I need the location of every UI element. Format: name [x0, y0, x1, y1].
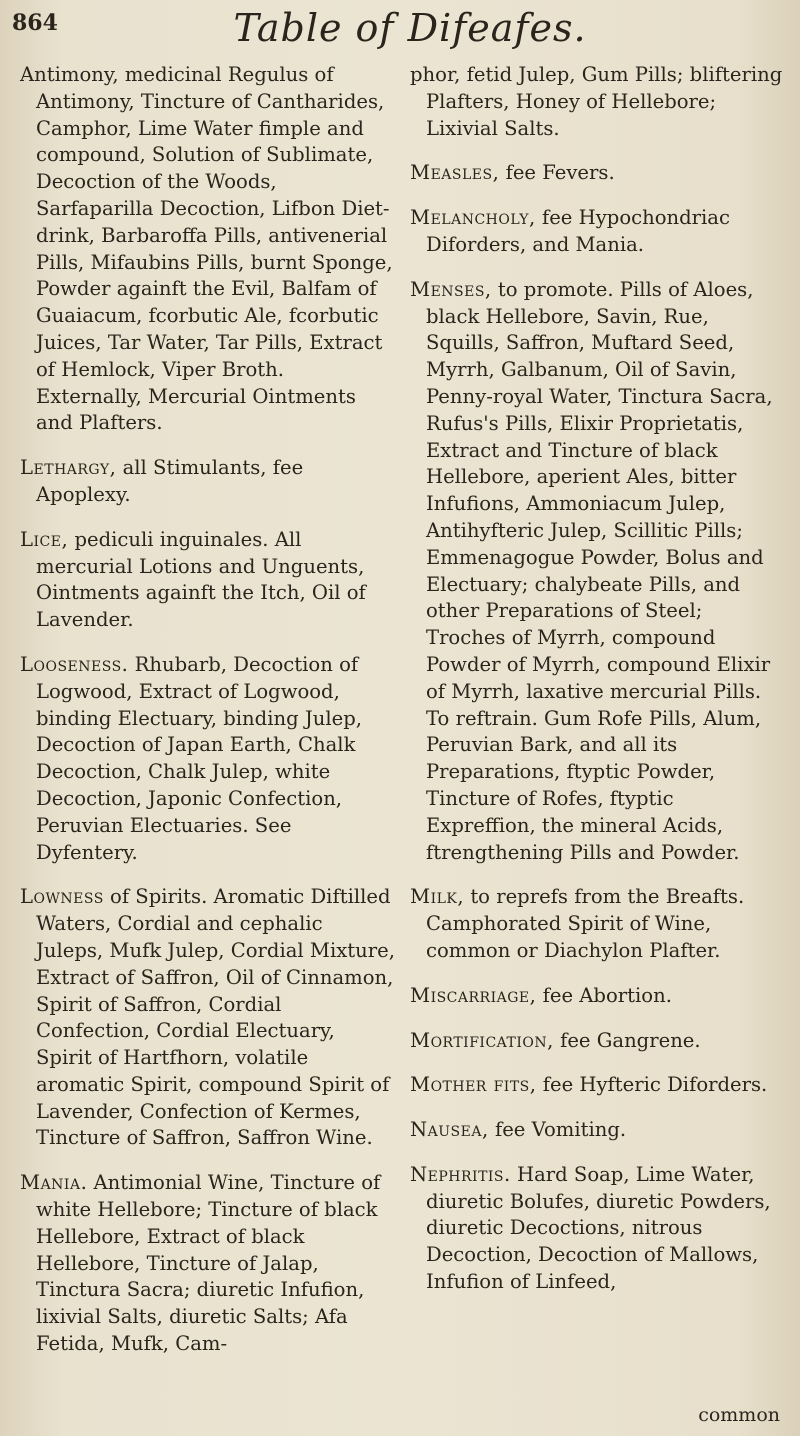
- index-entry: Nausea, fee Vomiting.: [410, 1118, 627, 1142]
- running-title: Table of Difeafes.: [233, 6, 587, 50]
- catchword: common: [698, 1404, 780, 1426]
- index-entry: Lowness of Spirits. Aromatic Diftilled Waters, Cordial and cephalic Juleps, Mufk Julep, Cordial Mixture, Extract of Saffron, Oil of Cinnamon, Spirit of Saffron, Cordial Confection, Cordial Electuary, Spirit of Hartfhorn, volatile aromatic Spirit, compound Spirit of Lavender, Confection of Kermes, Tincture of Saffron, Saffron Wine.: [20, 885, 395, 1150]
- index-entry: Nephritis. Hard Soap, Lime Water, diuretic Bolufes, diuretic Powders, diuretic Decoctions, nitrous Decoction, Decoction of Mallows, Infufion of Linfeed,: [410, 1162, 771, 1294]
- index-entry: Looseness. Rhubarb, Decoction of Logwood, Extract of Logwood, binding Electuary, binding Julep, Decoction of Japan Earth, Chalk Decoction, Chalk Julep, white Decoction, Japonic Confection, Peruvian Electuaries. See Dyfentery.: [20, 652, 362, 864]
- index-entry: Mortification, fee Gangrene.: [410, 1028, 701, 1052]
- page-number: 864: [12, 10, 58, 36]
- index-entry: Lethargy, all Stimulants, fee Apoplexy.: [20, 456, 304, 506]
- left-column: [20, 62, 395, 1376]
- right-column: [410, 62, 788, 1314]
- index-entry: Measles, fee Fevers.: [410, 161, 615, 185]
- index-entry: Melancholy, fee Hypochondriac Diforders, and Mania.: [410, 206, 730, 256]
- index-entry: Miscarriage, fee Abortion.: [410, 983, 672, 1007]
- page-header: [0, 6, 800, 66]
- index-entry: Mania. Antimonial Wine, Tincture of white Hellebore; Tincture of black Hellebore, Extract of black Hellebore, Tincture of Jalap, Tinctura Sacra; diuretic Infufion, lixivial Salts, diuretic Salts; Afa Fetida, Mufk, Cam-: [20, 1171, 381, 1356]
- index-entry: Menses, to promote. Pills of Aloes, black Hellebore, Savin, Rue, Squills, Saffron, Muftard Seed, Myrrh, Galbanum, Oil of Savin, Penny-royal Water, Tinctura Sacra, Rufus's Pills, Elixir Proprietatis, Extract and Tincture of black Hellebore, aperient Ales, bitter Infufions, Ammoniacum Julep, Antihyfteric Julep, Scillitic Pills; Emmenagogue Powder, Bolus and Electuary; chalybeate Pills, and other Preparations of Steel; Troches of Myrrh, compound Powder of Myrrh, compound Elixir of Myrrh, laxative mercurial Pills. To reftrain. Gum Rofe Pills, Alum, Peruvian Bark, and all its Preparations, ftyptic Powder, Tincture of Rofes, ftyptic Expreffion, the mineral Acids, ftrengthening Pills and Powder.: [410, 277, 773, 864]
- index-entry: phor, fetid Julep, Gum Pills; bliftering Plafters, Honey of Hellebore; Lixivial Salts.: [410, 63, 783, 140]
- index-entry: Mother fits, fee Hyfteric Diforders.: [410, 1073, 768, 1097]
- index-entry: Lice, pediculi inguinales. All mercurial Lotions and Unguents, Ointments againft the Itch, Oil of Lavender.: [20, 527, 366, 632]
- index-entry: Milk, to reprefs from the Breafts. Camphorated Spirit of Wine, common or Diachylon Plafter.: [410, 885, 745, 962]
- index-entry: Antimony, medicinal Regulus of Antimony, Tincture of Cantharides, Camphor, Lime Water fimple and compound, Solution of Sublimate, Decoction of the Woods, Sarfaparilla Decoction, Lifbon Diet-drink, Barbaroffa Pills, antivenerial Pills, Mifaubins Pills, burnt Sponge, Powder againft the Evil, Balfam of Guaiacum, fcorbutic Ale, fcorbutic Juices, Tar Water, Tar Pills, Extract of Hemlock, Viper Broth. Externally, Mercurial Ointments and Plafters.: [20, 63, 393, 435]
